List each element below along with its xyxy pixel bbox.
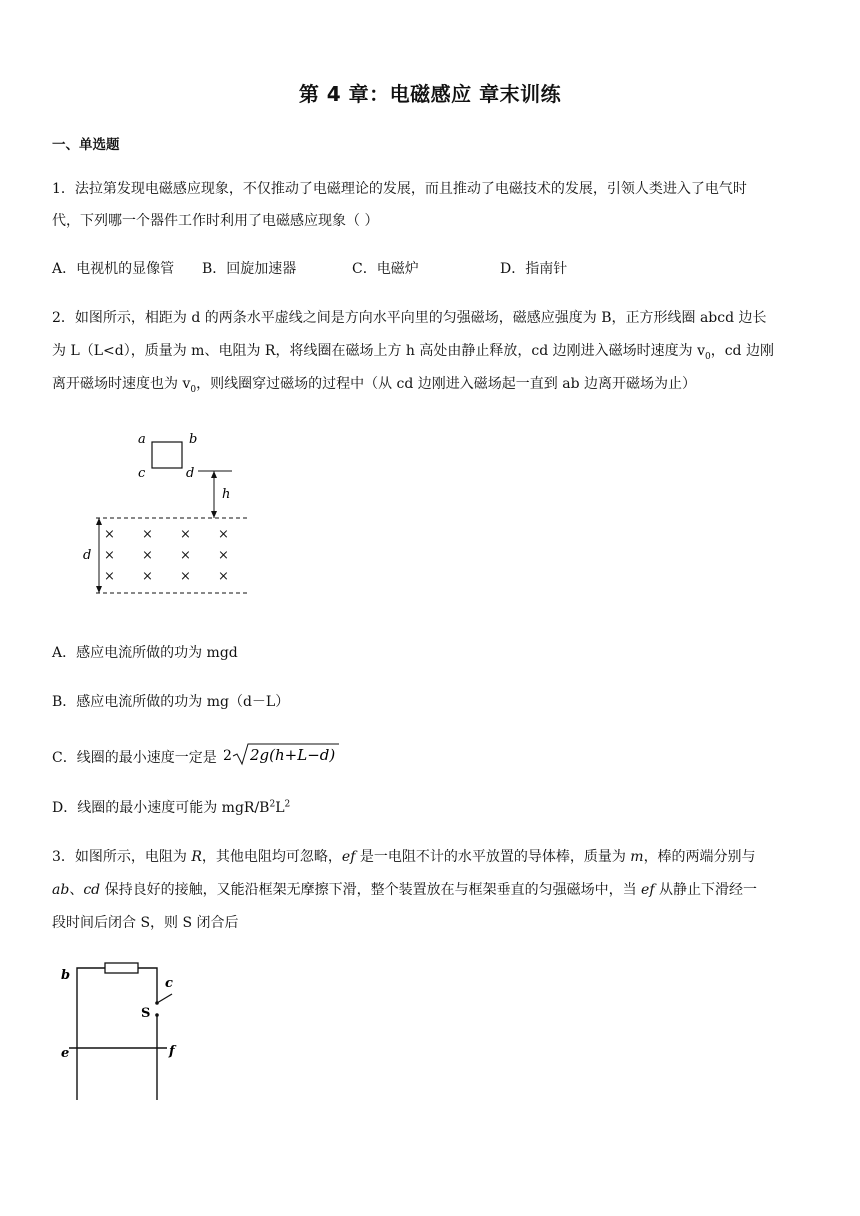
svg-text:×: ×: [104, 527, 115, 542]
q1-option-b: B．回旋加速器: [202, 261, 297, 277]
svg-text:×: ×: [104, 548, 115, 563]
q1-line-2: 代，下列哪一个器件工作时利用了电磁感应现象（ ）: [52, 213, 379, 229]
q1-option-d: D．指南针: [500, 261, 568, 277]
label-a: a: [138, 432, 146, 447]
page-title: 第 4 章：电磁感应 章末训练: [298, 82, 562, 106]
label-b: b: [189, 432, 198, 447]
d-arrow-head-bottom: [96, 586, 102, 593]
square-coil: [152, 442, 182, 468]
q2-line-2: 为 L（L<d），质量为 m、电阻为 R，将线圈在磁场上方 h 高处由静止释放，cd 边刚进入磁场时速度为 $v_0$，cd 边刚: [52, 343, 774, 362]
svg-text:×: ×: [104, 569, 115, 584]
left-rail: [77, 968, 105, 1100]
top-wire: [138, 968, 157, 1002]
q2-option-d: D．线圈的最小速度可能为 mgR/$B^2L^2$: [52, 799, 291, 816]
label-e: e: [61, 1046, 70, 1061]
svg-text:×: ×: [180, 548, 191, 563]
switch-s-open: [157, 994, 172, 1003]
magnetic-field-crosses: [104, 527, 229, 584]
svg-text:×: ×: [218, 527, 229, 542]
q3-line-3: 段时间后闭合 S，则 S 闭合后: [52, 915, 239, 931]
q1-line-1: 1．法拉第发现电磁感应现象，不仅推动了电磁理论的发展，而且推动了电磁技术的发展，引领人类进入了电气时: [52, 181, 747, 197]
q2-line-3: 离开磁场时速度也为 $v_0$，则线圈穿过磁场的过程中（从 cd 边刚进入磁场起一直到 ab 边离开磁场为止）: [52, 376, 697, 395]
label-f: f: [169, 1044, 175, 1059]
section-heading: 一、单选题: [52, 137, 120, 153]
q2-figure-coil-field: [80, 425, 270, 605]
h-arrow-head-top: [211, 471, 217, 478]
label-b-circuit: b: [61, 968, 71, 983]
svg-text:×: ×: [218, 548, 229, 563]
svg-text:×: ×: [142, 548, 153, 563]
q1-option-a: A．电视机的显像管: [52, 261, 175, 277]
resistor-r: [105, 963, 138, 973]
label-d: d: [186, 466, 195, 481]
svg-text:×: ×: [180, 527, 191, 542]
svg-text:×: ×: [180, 569, 191, 584]
q3-figure-circuit: [55, 955, 195, 1105]
q2-line-1: 2．如图所示，相距为 d 的两条水平虚线之间是方向水平向里的匀强磁场，磁感应强度为 B，正方形线圈 abcd 边长: [52, 310, 767, 326]
q1-option-c: C．电磁炉: [352, 261, 419, 277]
q2-option-c: C．线圈的最小速度一定是 2 2g(h+L−d): [52, 742, 341, 768]
svg-text:×: ×: [218, 569, 229, 584]
q3-line-2: ab、cd 保持良好的接触，又能沿框架无摩擦下滑，整个装置放在与框架垂直的匀强磁场中，当 ef 从静止下滑经一: [52, 882, 757, 898]
label-d-distance: d: [83, 548, 92, 563]
sqrt-formula: [221, 742, 341, 768]
d-arrow-head-top: [96, 518, 102, 525]
svg-text:×: ×: [142, 527, 153, 542]
q2-option-a: A．感应电流所做的功为 mgd: [52, 645, 238, 661]
formula-radicand: 2g(h+L−d): [250, 746, 336, 764]
svg-text:2: 2: [223, 748, 233, 764]
q1-options: [52, 258, 812, 278]
label-c: c: [138, 466, 146, 481]
q3-line-1: 3．如图所示，电阻为 R，其他电阻均可忽略，ef 是一电阻不计的水平放置的导体棒，质量为 m，棒的两端分别与: [52, 849, 756, 865]
label-s: S: [141, 1006, 151, 1021]
svg-text:×: ×: [142, 569, 153, 584]
h-arrow-head-bottom: [211, 511, 217, 518]
label-h: h: [222, 487, 231, 502]
q2-option-b: B．感应电流所做的功为 mg（d－L）: [52, 694, 290, 710]
label-c-circuit: c: [165, 976, 173, 991]
